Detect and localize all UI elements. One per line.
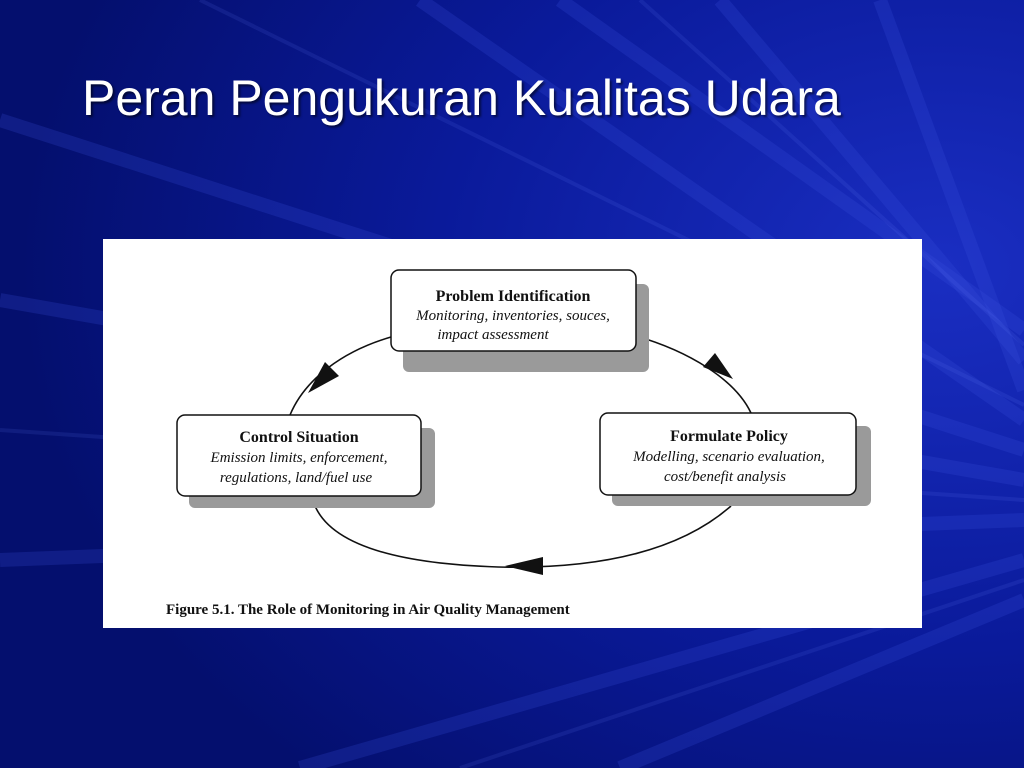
figure-panel [103, 239, 922, 628]
node-formulate-policy [600, 413, 871, 506]
node-problem-title: Problem Identification [435, 288, 591, 305]
node-control-desc-line-2: regulations, land/fuel use [219, 470, 373, 486]
arc-problem-to-policy [636, 336, 751, 413]
arc-policy-to-control [315, 506, 731, 567]
figure-caption: Figure 5.1. The Role of Monitoring in Air Quality Management [166, 602, 570, 618]
node-policy-title: Formulate Policy [670, 428, 788, 445]
node-control-title: Control Situation [239, 429, 359, 446]
arrow-head-to-control [505, 557, 543, 575]
node-policy-desc-line-2: cost/benefit analysis [663, 469, 787, 485]
node-control-situation [177, 415, 435, 508]
node-problem-desc-line-1: Monitoring, inventories, souces, [416, 308, 610, 324]
node-problem-desc-line-2: impact assessment [437, 327, 549, 343]
arrow-head-to-problem [308, 362, 339, 393]
node-control-desc-line-1: Emission limits, enforcement, [210, 450, 388, 466]
node-problem-identification [391, 270, 649, 372]
cycle-diagram [103, 239, 922, 628]
slide-title: Peran Pengukuran Kualitas Udara [82, 70, 841, 126]
arc-control-to-problem [290, 337, 391, 415]
node-policy-desc-line-1: Modelling, scenario evaluation, [633, 449, 825, 465]
